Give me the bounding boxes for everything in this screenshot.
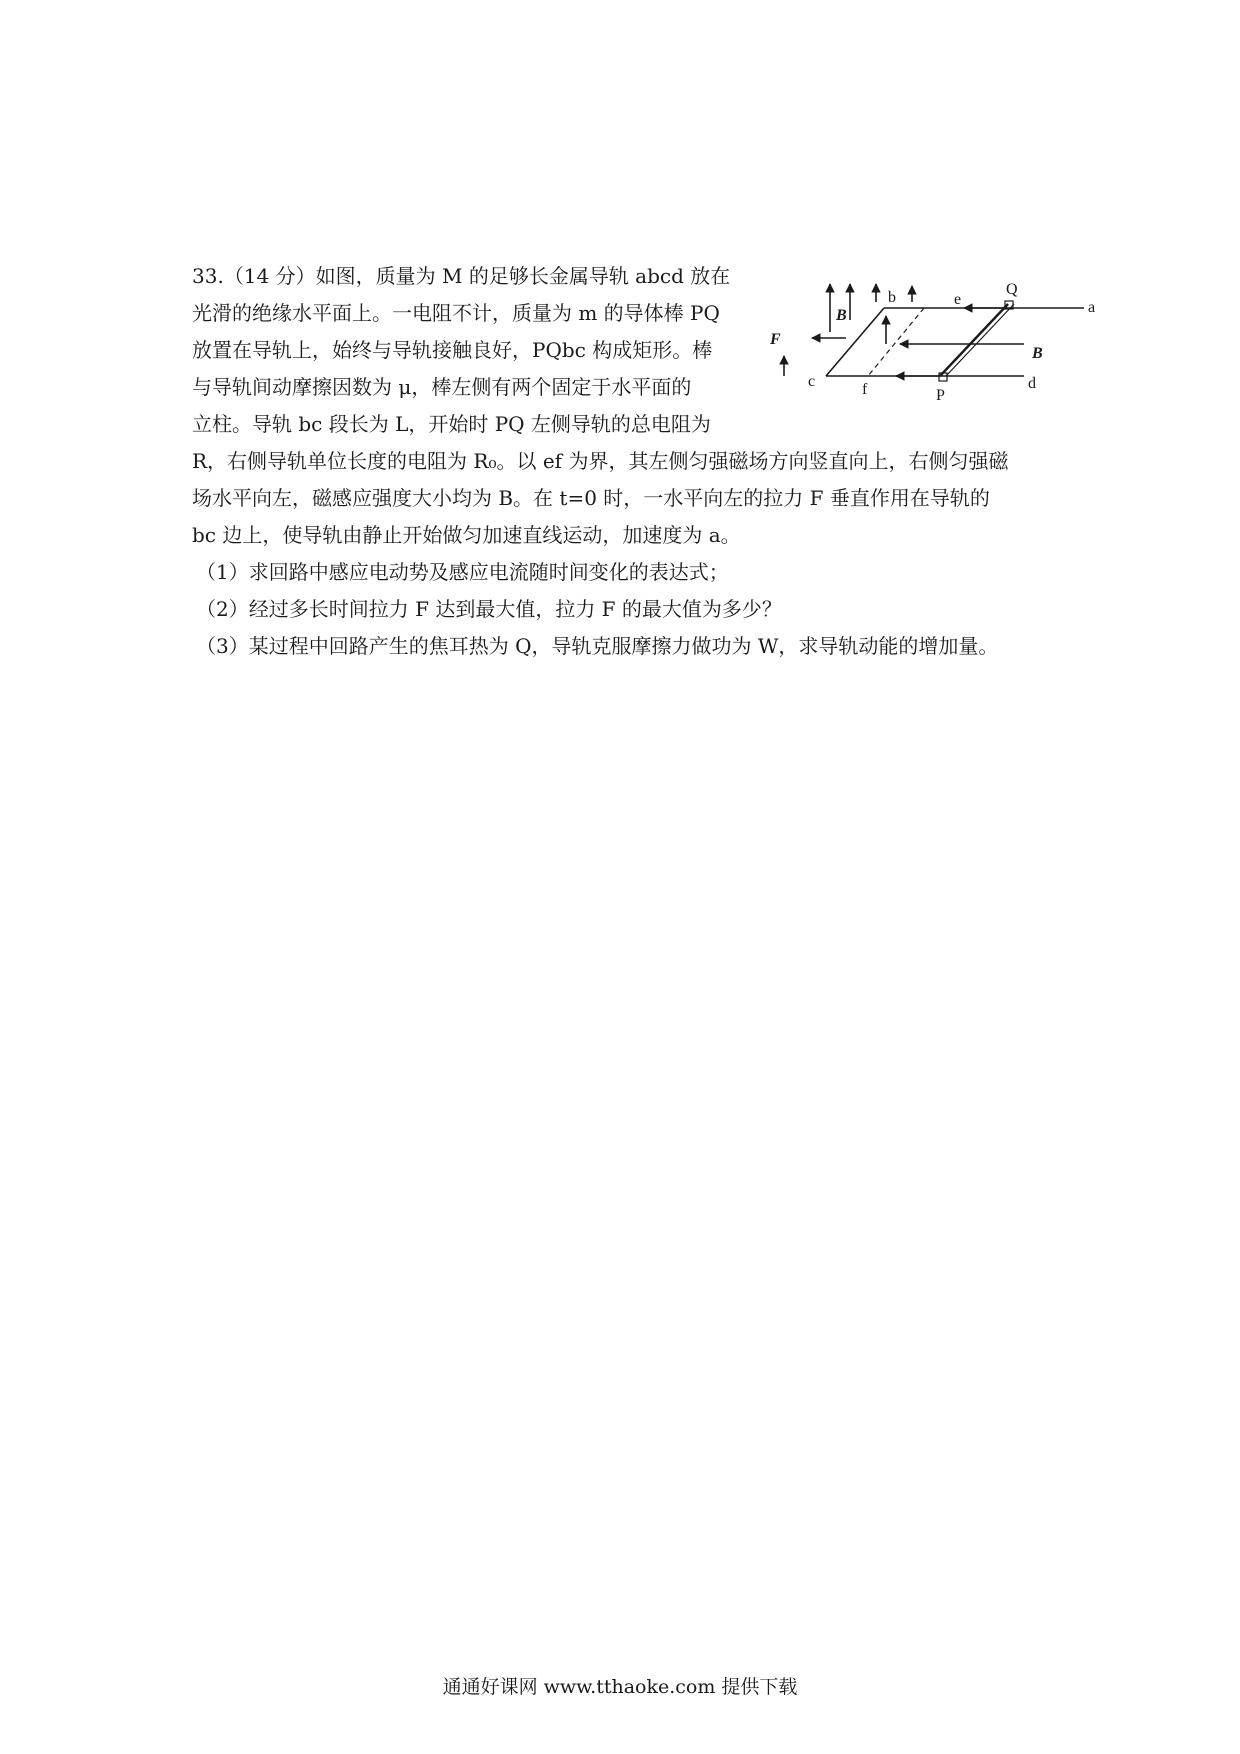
problem-number: 33. (192, 264, 224, 288)
label-f: f (862, 381, 868, 398)
label-e: e (954, 291, 962, 308)
question-1: （1）求回路中感应电动势及感应电流随时间变化的表达式； (196, 560, 729, 584)
intro-line-5: 立柱。导轨 bc 段长为 L，开始时 PQ 左侧导轨的总电阻为 (192, 412, 711, 436)
problem-continuation (192, 443, 1062, 554)
intro-line-1-text: 如图，质量为 M 的足够长金属导轨 abcd 放在 (315, 264, 731, 288)
problem-intro (192, 258, 740, 443)
question-3: （3）某过程中回路产生的焦耳热为 Q，导轨克服摩擦力做功为 W，求导轨动能的增加量。 (196, 634, 999, 658)
label-b: b (888, 289, 896, 306)
rail-bc (826, 308, 884, 376)
label-d: d (1028, 375, 1036, 392)
intro-line-3: 放置在导轨上，始终与导轨接触良好，PQbc 构成矩形。棒 (192, 338, 713, 362)
cont-line-2: 场水平向左，磁感应强度大小均为 B。在 t=0 时，一水平向左的拉力 F 垂直作用在导轨的 (192, 486, 990, 510)
label-a: a (1088, 299, 1096, 316)
cont-line-1: R，右侧导轨单位长度的电阻为 R₀。以 ef 为界，其左侧匀强磁场方向竖直向上，右侧匀强磁 (192, 449, 1009, 473)
intro-line-1 (192, 258, 740, 295)
intro-line-4: 与导轨间动摩擦因数为 μ，棒左侧有两个固定于水平面的 (192, 375, 692, 399)
label-b-field-left: B (836, 307, 847, 324)
label-p: P (936, 387, 945, 404)
cont-line-3: bc 边上，使导轨由静止开始做匀加速直线运动，加速度为 a。 (192, 523, 741, 547)
question-2: （2）经过多长时间拉力 F 达到最大值，拉力 F 的最大值为多少？ (196, 597, 782, 621)
sub-questions (192, 554, 1062, 665)
rail-diagram (764, 264, 1104, 424)
label-force: F (770, 331, 781, 348)
label-b-field-right: B (1032, 345, 1043, 362)
label-q: Q (1006, 281, 1018, 298)
problem-score: （14 分） (223, 264, 316, 288)
intro-line-2: 光滑的绝缘水平面上。一电阻不计，质量为 m 的导体棒 PQ (192, 301, 720, 325)
footer-credit: 通通好课网 www.tthaoke.com 提供下载 (442, 1676, 798, 1698)
boundary-ef (868, 308, 924, 376)
rod-pq-a (940, 304, 1008, 376)
label-c: c (808, 373, 816, 390)
rod-pq-b (946, 304, 1014, 376)
